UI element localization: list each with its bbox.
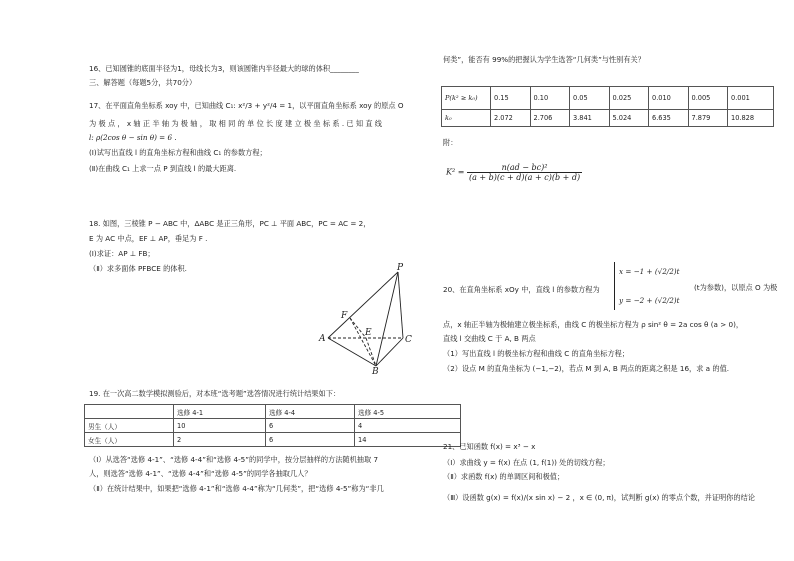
- q20-equation-y: y = −2 + (√2/2)t: [619, 296, 680, 305]
- q20-intro: 20、在直角坐标系 xOy 中，直线 l 的参数方程为: [443, 285, 600, 294]
- table-row: [442, 87, 774, 110]
- q19-line1: 19. 在一次高二数学模拟测验后，对本班“选考题”选答情况进行统计结果如下：: [89, 389, 341, 398]
- q17-line1: 17、在平面直角坐标系 xoy 中，已知曲线 C₁: x²/3 + y²/4 = 1，以平面直角坐标系 xoy 的原点 O: [89, 101, 404, 110]
- section-heading: 三、解答题（每题5分，共70分）: [89, 78, 197, 87]
- critical-value-table: [441, 86, 774, 127]
- system-brace: [614, 262, 615, 310]
- q21-part1: （Ⅰ）求曲线 y = f(x) 在点 (1, f(1)) 处的切线方程；: [443, 458, 610, 467]
- table-cell: 3.841: [570, 110, 610, 127]
- table-row: [442, 110, 774, 127]
- k2-formula: [446, 163, 582, 182]
- pyramid-figure: [318, 262, 418, 374]
- table-row: [85, 419, 461, 433]
- label-e: E: [365, 328, 372, 338]
- table-cell: 2: [174, 433, 266, 447]
- label-b: B: [372, 367, 379, 374]
- table-cell: 5.024: [609, 110, 649, 127]
- table-cell: 0.005: [688, 87, 728, 110]
- table-cell: 男生（人）: [85, 419, 174, 433]
- table-cell: 选修 4-5: [355, 405, 461, 419]
- q20-equation-x: x = −1 + (√2/2)t: [619, 267, 680, 276]
- label-a: A: [319, 334, 326, 344]
- q20-intro-tail: (t为参数)，以原点 O 为极: [694, 283, 778, 292]
- table-cell: 0.15: [491, 87, 531, 110]
- q20-part2: （2）设点 M 的直角坐标为 (−1,−2)，若点 M 到 A, B 两点的距离之积是 16，求 a 的值.: [443, 364, 730, 373]
- q17-part2: (Ⅱ)在曲线 C₁ 上求一点 P 到直线 l 的最大距离.: [89, 164, 237, 173]
- table-row: [85, 433, 461, 447]
- table-cell: [85, 405, 174, 419]
- table-cell: 女生（人）: [85, 433, 174, 447]
- q16-text: 16、已知圆锥的底面半径为1，母线长为3，则该圆锥内半径最大的球的体积________: [89, 64, 359, 73]
- appendix-label: 附：: [443, 138, 458, 147]
- table-cell: 10: [174, 419, 266, 433]
- table-cell: 6: [266, 419, 355, 433]
- label-c: C: [405, 335, 412, 345]
- k2-lhs: K² =: [446, 167, 465, 177]
- label-f: F: [341, 311, 348, 321]
- q20-line3: 直线 l 交曲线 C 于 A, B 两点: [443, 334, 536, 343]
- q21-intro: 21、已知函数 f(x) = x³ − x: [443, 442, 536, 451]
- q19-table: [84, 404, 461, 447]
- table-cell: 0.025: [609, 87, 649, 110]
- label-p: P: [397, 263, 404, 273]
- q17-line2: 为 极 点 ， x 轴 正 半 轴 为 极 轴 ， 取 相 同 的 单 位 长 度 建 立 极 坐 标 系 . 已 知 直 线: [89, 119, 382, 128]
- k2-fraction: [467, 163, 582, 182]
- q20-line2: 点，x 轴正半轴为极轴建立极坐标系，曲线 C 的极坐标方程为 ρ sin² θ = 2a cos θ (a > 0)，: [443, 320, 744, 329]
- q19-part1-line1: （Ⅰ）从选答“选修 4-1”、“选修 4-4”和“选修 4-5”的同学中，按分层抽样的方法随机抽取 7: [89, 455, 379, 464]
- table-cell: 10.828: [728, 110, 774, 127]
- k2-numerator: n(ad − bc)²: [467, 163, 582, 173]
- table-cell: k₀: [442, 110, 491, 127]
- q19-part1-line2: 人，则选答“选修 4-1”、“选修 4-4”和“选修 4-5”的同学各抽取几人？: [89, 469, 312, 478]
- q17-part1: (Ⅰ)试写出直线 l 的直角坐标方程和曲线 C₁ 的参数方程；: [89, 148, 267, 157]
- table-cell: 2.072: [491, 110, 531, 127]
- table-cell: 0.10: [530, 87, 570, 110]
- table-cell: 0.05: [570, 87, 610, 110]
- q18-line1: 18. 如图，三棱锥 P − ABC 中，ΔABC 是正三角形，PC ⊥ 平面 ABC，PC = AC = 2，: [89, 219, 371, 228]
- table-cell: 2.706: [530, 110, 570, 127]
- q18-line2: E 为 AC 中点，EF ⊥ AP，垂足为 F .: [89, 234, 208, 243]
- table-cell: 0.001: [728, 87, 774, 110]
- q18-part2: （Ⅱ）求多面体 PFBCE 的体积.: [89, 264, 187, 273]
- table-cell: 6: [266, 433, 355, 447]
- k2-denominator: (a + b)(c + d)(a + c)(b + d): [468, 173, 581, 183]
- q21-part2: （Ⅱ）求函数 f(x) 的单调区间和极值；: [443, 472, 565, 481]
- q18-part1: (Ⅰ)求证：AP ⊥ FB；: [89, 249, 155, 258]
- table-cell: 选修 4-4: [266, 405, 355, 419]
- q19-continued: 何类”，能否有 99%的把握认为学生选答“几何类”与性别有关？: [443, 55, 645, 64]
- table-cell: 4: [355, 419, 461, 433]
- table-cell: 选修 4-1: [174, 405, 266, 419]
- table-cell: 14: [355, 433, 461, 447]
- table-cell: P(k² ≥ k₀): [442, 87, 491, 110]
- q20-part1: （1）写出直线 l 的极坐标方程和曲线 C 的直角坐标方程；: [443, 349, 630, 358]
- table-cell: 6.635: [649, 110, 689, 127]
- table-row: [85, 405, 461, 419]
- table-cell: 0.010: [649, 87, 689, 110]
- q17-line3: l: ρ(2cos θ − sin θ) = 6 .: [89, 133, 177, 142]
- q21-part3: （Ⅲ）设函数 g(x) = f(x)/(x sin x) − 2 ，x ∈ (0, π)，试判断 g(x) 的零点个数，并证明你的结论: [443, 493, 755, 502]
- q19-part2: （Ⅱ）在统计结果中，如果把“选修 4-1”和“选修 4-4”称为“几何类”，把“选修 4-5”称为“非几: [89, 484, 384, 493]
- table-cell: 7.879: [688, 110, 728, 127]
